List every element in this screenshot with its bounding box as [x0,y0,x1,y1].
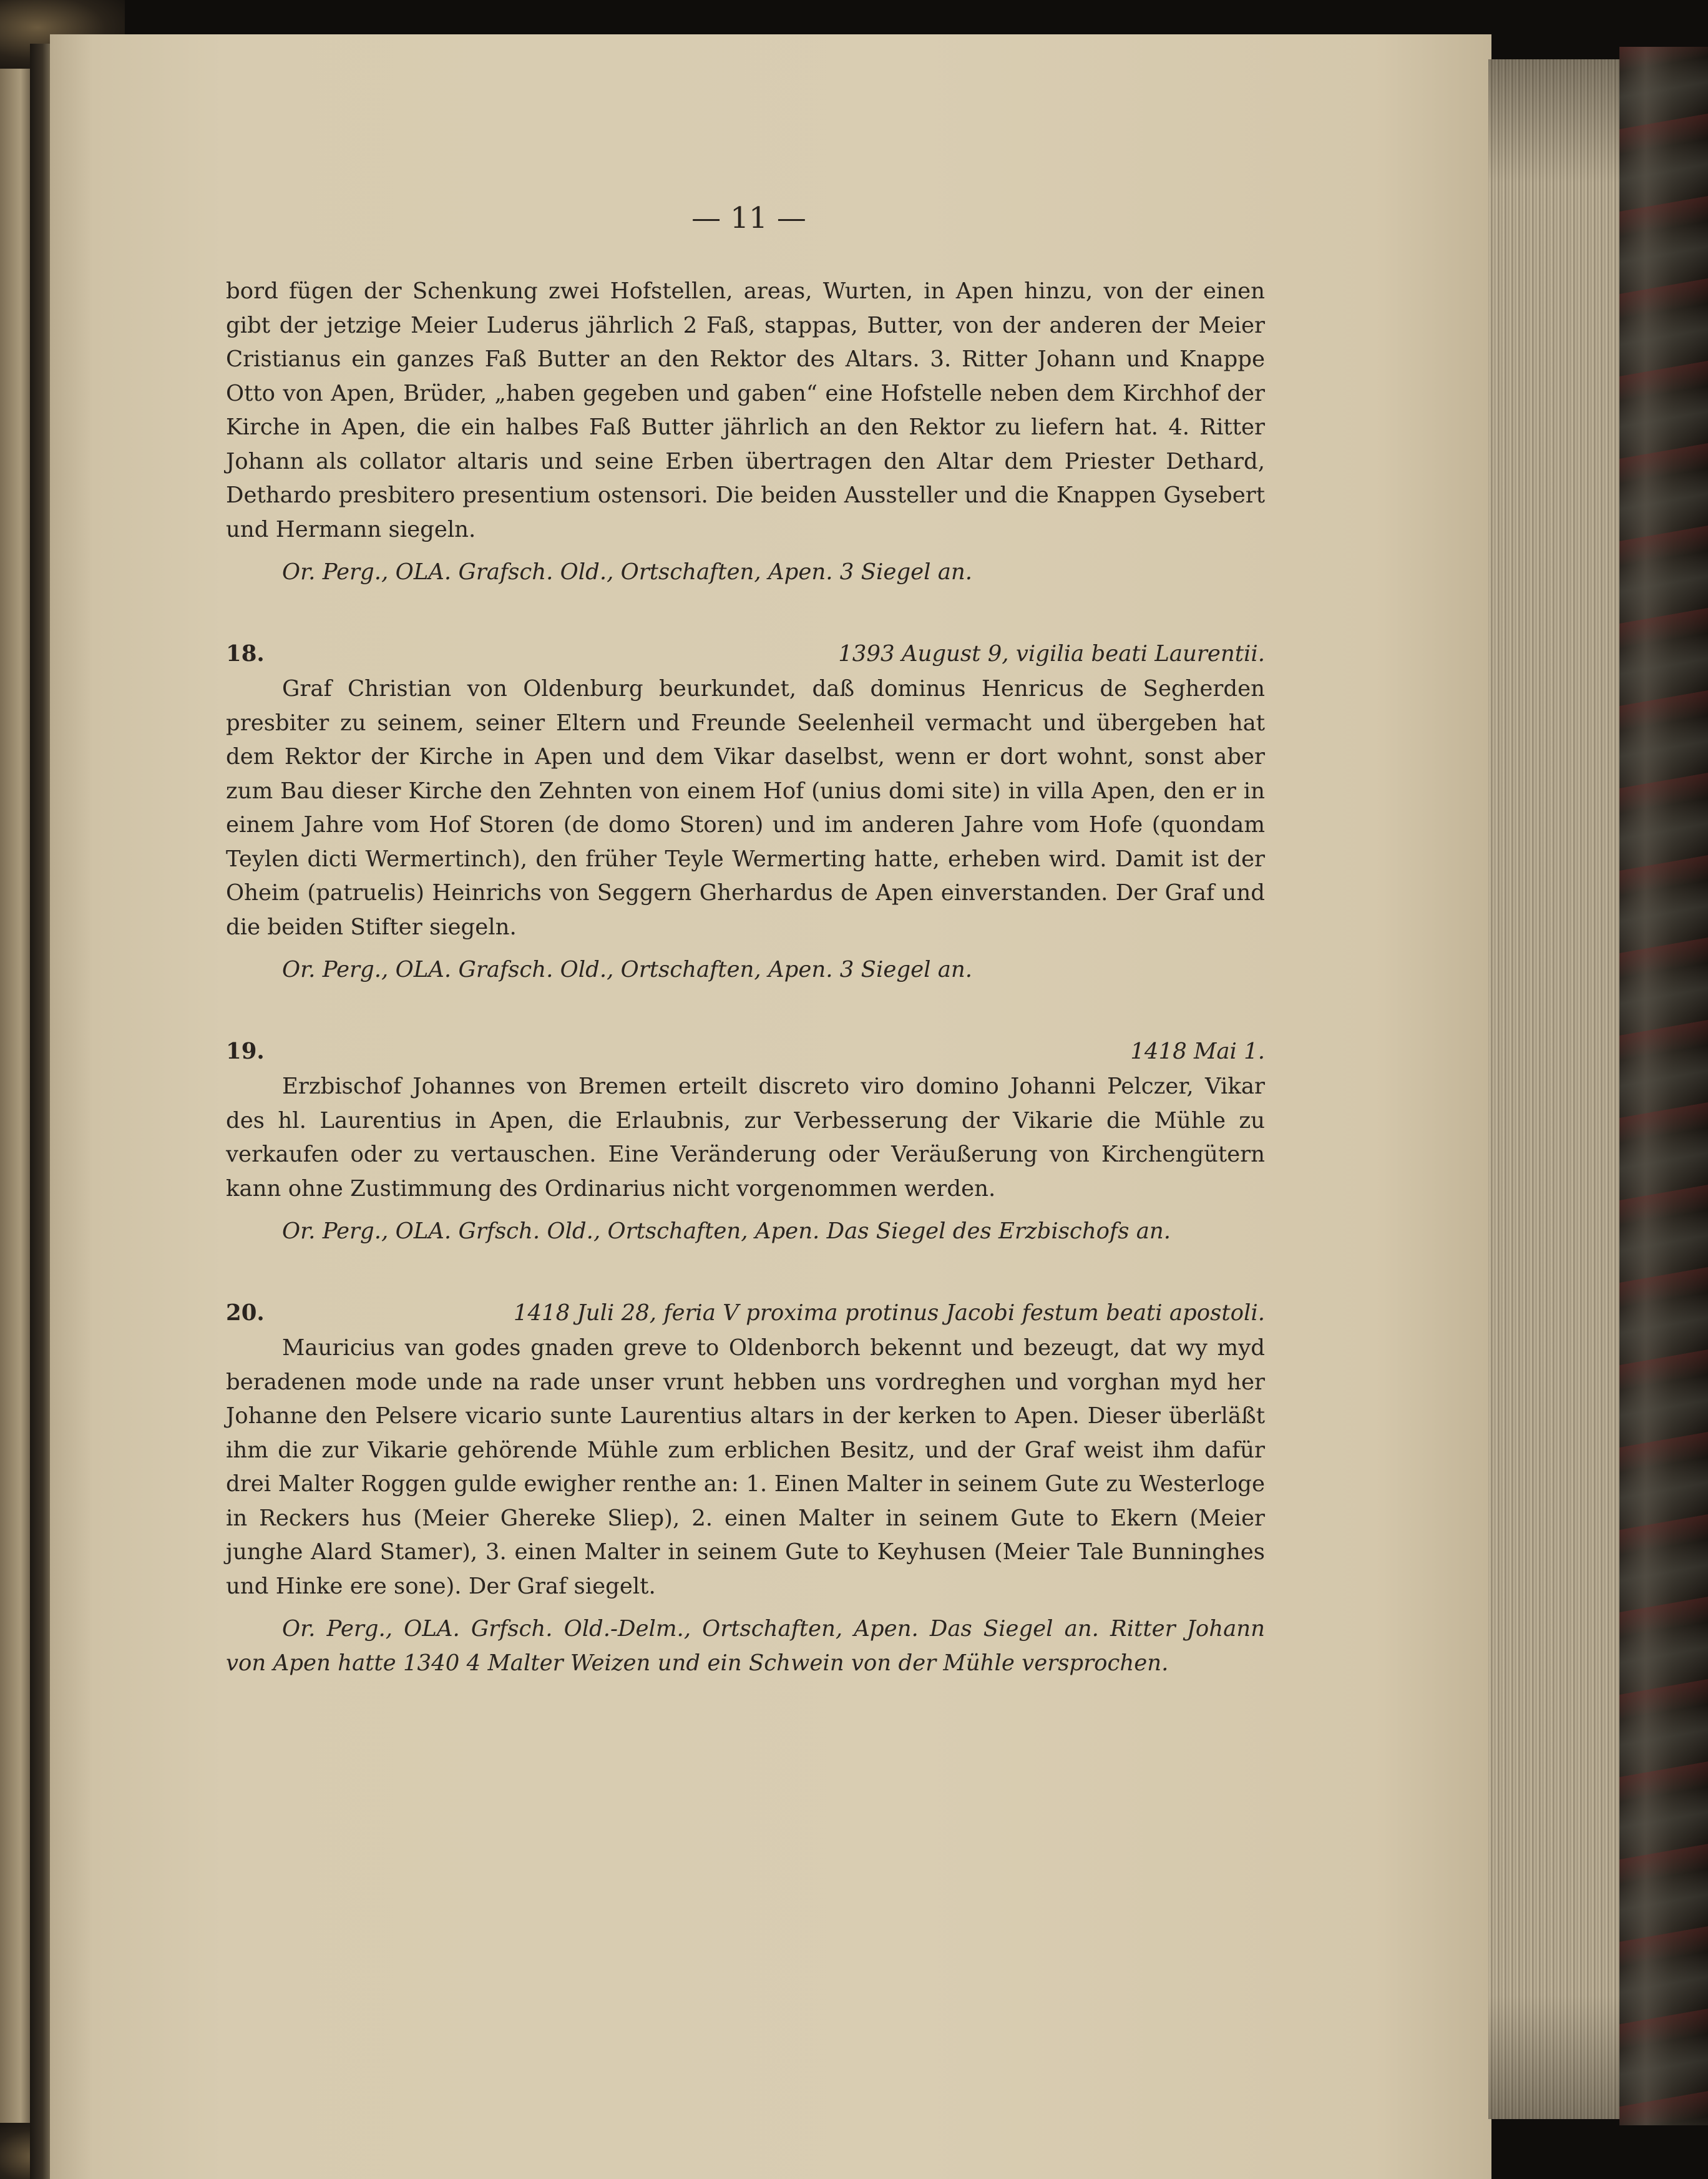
entry-20-source: Or. Perg., OLA. Grfsch. Old.-Delm., Ortschaften, Apen. Das Siegel an. Ritter Johann von Apen hatte 1340 4 Malter Weizen und ein Schwein von der Mühle versprochen. [226,1616,1265,1676]
entry-date: 1393 August 9, vigilia beati Laurentii. [838,640,1265,667]
entry-date: 1418 Mai 1. [1130,1038,1265,1064]
entry-18-source: Or. Perg., OLA. Grafsch. Old., Ortschaften, Apen. 3 Siegel an. [282,957,973,982]
entry-date: 1418 Juli 28, feria V proxima protinus Jacobi festum beati apostoli. [513,1300,1265,1326]
page-text [226,275,1265,1680]
left-page-edge [0,44,34,2179]
entry-number: 20. [226,1300,265,1326]
page-number: — 11 — [691,201,806,235]
entry-number: 19. [226,1038,265,1064]
entry-20-header [226,1296,1265,1331]
entry-20-text: Mauricius van godes gnaden greve to Oldenborch bekennt und bezeugt, dat wy myd beradenen mode unde na rade unser vrunt hebben uns vordreghen und vorghan myd her Johanne den Pelsere vicario sunte Laurentius altars in der kerken to Apen. Dieser überläßt ihm die zur Vikarie gehörende Mühle zum erblichen Besitz, und der Graf weist ihm dafür drei Malter Roggen gulde ewigher renthe an: 1. Einen Malter in seinem Gute zu Westerloge in Reckers hus (Meier Ghereke Sliep), 2. einen Malter in seinem Gute to Ekern (Meier junghe Alard Stamer), 3. einen Malter in seinem Gute to Keyhusen (Meier Tale Bunninghes und Hinke ere sone). Der Graf siegelt. [226,1335,1265,1599]
entry-18-header [226,637,1265,672]
continuation-source: Or. Perg., OLA. Grafsch. Old., Ortschaften, Apen. 3 Siegel an. [282,559,973,585]
entry-18-text: Graf Christian von Oldenburg beurkundet, daß dominus Henricus de Segherden presbiter zu seinem, seiner Eltern und Freunde Seelenheil vermacht und übergeben hat dem Rektor der Kirche in Apen und dem Vikar daselbst, wenn er dort wohnt, sonst aber zum Bau dieser Kirche den Zehnten von einem Hof (unius domi site) in villa Apen, den er in einem Jahre vom Hof Storen (de domo Storen) und im anderen Jahre vom Hofe (quondam Teylen dicti Wermertinch), den früher Teyle Wermerting hatte, erheben wird. Damit ist der Oheim (patruelis) Heinrichs von Seggern Gherhardus de Apen einverstanden. Der Graf und die beiden Stifter siegeln. [226,676,1265,940]
page-block-shadow [1488,59,1619,2119]
entry-number: 18. [226,640,265,667]
entry-19-header [226,1035,1265,1069]
continuation-paragraph: bord fügen der Schenkung zwei Hofstellen, areas, Wurten, in Apen hinzu, von der einen gibt der jetzige Meier Luderus jährlich 2 Faß, stappas, Butter, von der anderen der Meier Cristianus ein ganzes Faß Butter an den Rektor des Altars. 3. Ritter Johann und Knappe Otto von Apen, Brüder, „haben gegeben und gaben“ eine Hofstelle neben dem Kirchhof der Kirche in Apen, die ein halbes Faß Butter jährlich an den Rektor zu liefern hat. 4. Ritter Johann als collator altaris und seine Erben übertragen den Altar dem Priester Dethard, Dethardo presbitero presentium ostensori. Die beiden Aussteller und die Knappen Gysebert und Hermann siegeln. [226,278,1265,542]
book-cover-edge [1619,47,1708,2125]
entry-19-source: Or. Perg., OLA. Grfsch. Old., Ortschaften, Apen. Das Siegel des Erzbischofs an. [282,1218,1171,1244]
entry-19-text: Erzbischof Johannes von Bremen erteilt discreto viro domino Johanni Pelczer, Vikar des hl. Laurentius in Apen, die Erlaubnis, zur Verbesserung der Vikarie die Mühle zu verkaufen oder zu vertauschen. Eine Veränderung oder Veräußerung von Kirchengütern kann ohne Zustimmung des Ordinarius nicht vorgenommen werden. [226,1074,1265,1202]
